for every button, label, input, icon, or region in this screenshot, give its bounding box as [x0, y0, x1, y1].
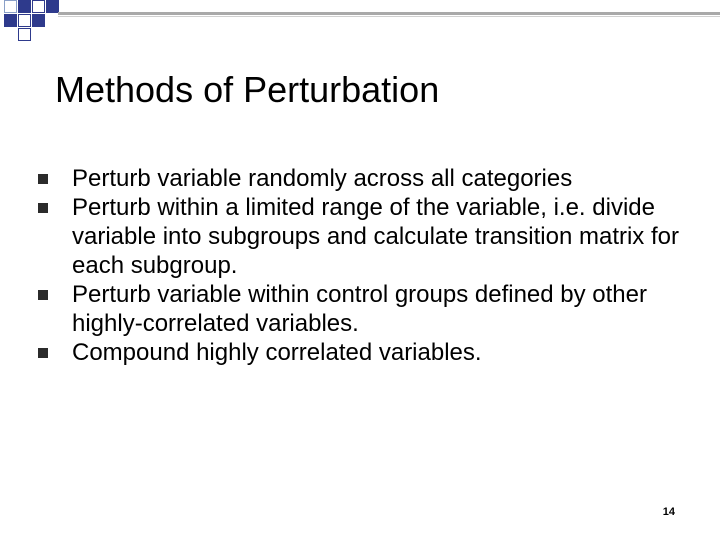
top-rule-thin [58, 16, 720, 17]
bullet-list [38, 164, 688, 367]
decor-square-icon [18, 28, 31, 41]
bullet-text: Perturb within a limited range of the variable, i.e. divide variable into subgroups and calculate transition matrix for each subgroup. [72, 194, 679, 279]
bullet-item [38, 338, 688, 367]
square-bullet-icon [38, 203, 48, 213]
bullet-text: Perturb variable randomly across all categories [72, 165, 573, 192]
decor-square-icon [4, 0, 17, 13]
square-bullet-icon [38, 290, 48, 300]
bullet-item [38, 193, 712, 280]
bullet-item [38, 280, 688, 338]
decor-square-icon [18, 0, 31, 13]
decor-square-icon [4, 14, 17, 27]
bullet-text: Compound highly correlated variables. [72, 339, 482, 366]
decor-square-icon [18, 14, 31, 27]
page-number: 14 [662, 506, 675, 518]
square-bullet-icon [38, 348, 48, 358]
decor-square-icon [32, 14, 45, 27]
bullet-item [38, 164, 688, 193]
square-bullet-icon [38, 174, 48, 184]
top-rule [58, 12, 720, 15]
corner-decoration [0, 0, 60, 42]
slide-title: Methods of Perturbation [55, 69, 440, 110]
bullet-text: Perturb variable within control groups defined by other highly-correlated variables. [72, 281, 647, 337]
decor-square-icon [32, 0, 45, 13]
